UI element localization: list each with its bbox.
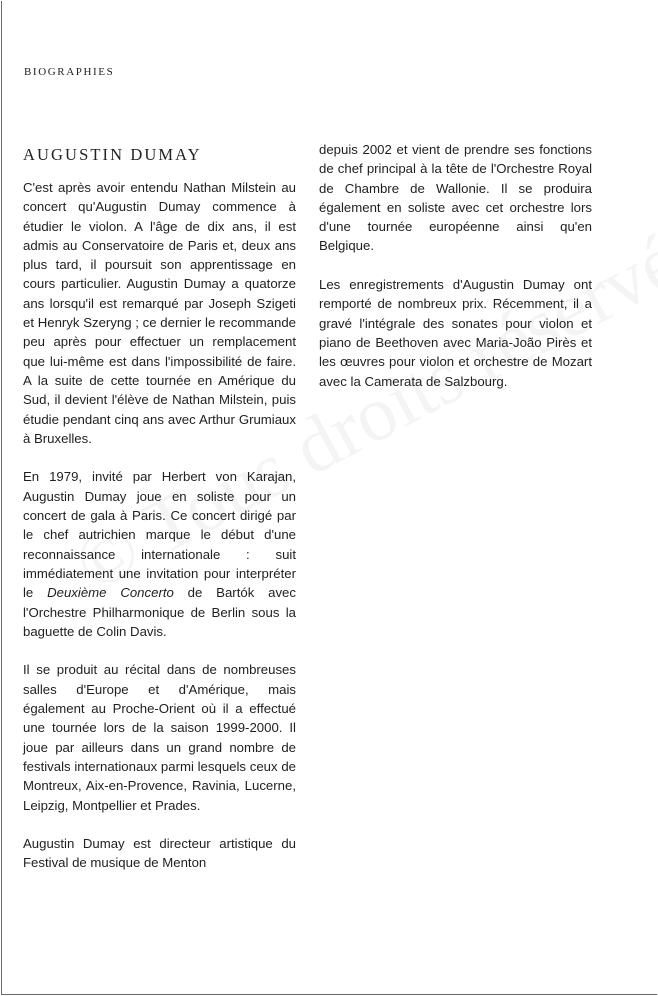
paragraph (23, 660, 296, 814)
paragraph (319, 140, 592, 256)
text-run: C'est après avoir entendu Nathan Milstein au concert qu'Augustin Dumay commence à étudier le violon. A l'âge de dix ans, il est admis au Conservatoire de Paris et, deux ans plus tard, il poursuit son apprentissage en cours particulier. Augustin Dumay a quatorze ans lorsqu'il est remarqué par Joseph Szigeti et Henryk Szeryng ; ce dernier le recommande peu après pour effectuer un remplacement que lui-même est dans l'impossibilité de faire. A la suite de cette tournée en Amérique du Sud, il devient l'élève de Nathan Milstein, puis étudie pendant cinq ans avec Arthur Grumiaux à Bruxelles. (23, 180, 296, 446)
text-run: Augustin Dumay est directeur artistique du Festival de musique de Menton (23, 836, 296, 871)
biography-title: AUGUSTIN DUMAY (23, 145, 202, 164)
text-run: de Bartók avec l'Orchestre Philharmonique de Berlin sous la baguette de Colin Davis. (23, 585, 296, 639)
paragraph (23, 467, 296, 641)
text-run: En 1979, invité par Herbert von Karajan, Augustin Dumay joue en soliste pour un concert de gala à Paris. Ce concert dirigé par le chef autrichien marque le début d'une reconnaissance internationale : suit immédiatement une invitation pour interpréter le (23, 469, 296, 601)
text-run: depuis 2002 et vient de prendre ses fonctions de chef principal à la tête de l'Orchestre Royal de Chambre de Wallonie. Il se produira également en soliste avec cet orchestre lors d'une tournée européenne ainsi qu'en Belgique. (319, 142, 592, 254)
text-run: Il se produit au récital dans de nombreuses salles d'Europe et d'Amérique, mais également au Proche-Orient où il a effectué une tournée lors de la saison 1999-2000. Il joue par ailleurs dans un grand nombre de festivals internationaux parmi lesquels ceux de Montreux, Aix-en-Provence, Ravinia, Lucerne, Leipzig, Montpellier et Prades. (23, 662, 296, 813)
left-text-column (23, 178, 296, 892)
paragraph (319, 275, 592, 391)
paragraph (23, 178, 296, 448)
text-run: Les enregistrements d'Augustin Dumay ont remporté de nombreux prix. Récemment, il a gravé l'intégrale des sonates pour violon et piano de Beethoven avec Maria-João Pirès et les œuvres pour violon et orchestre de Mozart avec la Camerata de Salzbourg. (319, 277, 592, 389)
paragraph (23, 834, 296, 873)
italic-text-run: Deuxième Concerto (47, 585, 174, 601)
section-header: BIOGRAPHIES (24, 66, 115, 78)
right-text-column (319, 140, 592, 410)
